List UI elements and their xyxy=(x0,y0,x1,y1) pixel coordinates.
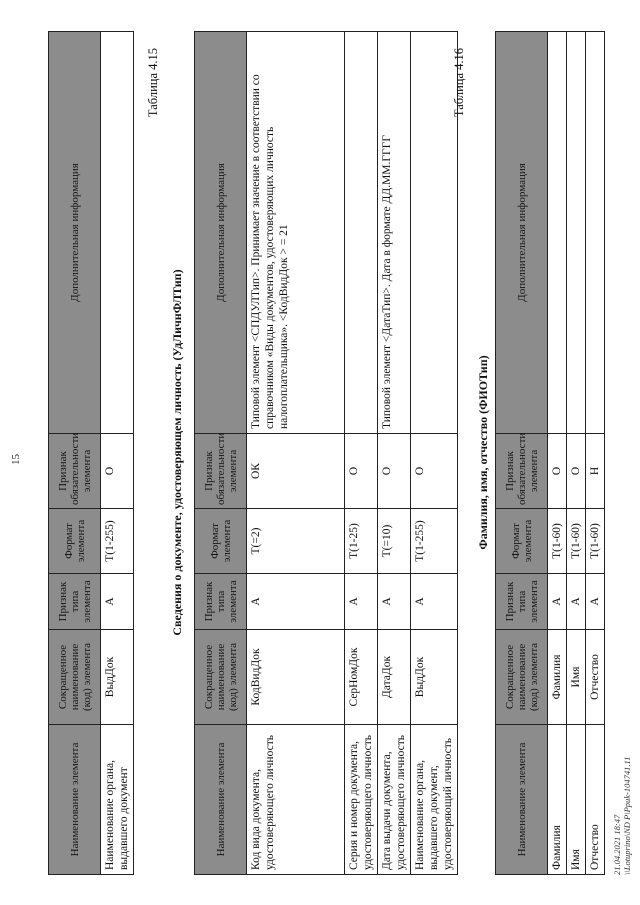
cell-code: КодВидДок xyxy=(247,630,345,725)
cell-required: О xyxy=(548,434,567,509)
cell-info xyxy=(411,32,458,434)
header-code: Сокращенное наименование (код) элемента xyxy=(49,630,101,725)
cell-format: T(1-255) xyxy=(101,509,134,574)
cell-info xyxy=(548,32,567,434)
header-required: Признак обязательности элемента xyxy=(496,434,548,509)
table-header-row xyxy=(195,32,247,875)
header-format: Формат элемента xyxy=(49,509,101,574)
table-title-4-16: Фамилия, имя, отчество (ФИОТип) xyxy=(476,355,490,550)
cell-required: ОК xyxy=(247,434,345,509)
cell-type: А xyxy=(247,574,345,630)
cell-code: ВыдДок xyxy=(411,630,458,725)
table-row xyxy=(548,32,567,875)
cell-info: Типовой элемент <СПДУЛТип>. Принимает значение в соответствии со справочником «Виды документов, удостоверяющих личность налогоплательщика». <КодВидДок > = 21 xyxy=(247,32,345,434)
header-info: Дополнительная информация xyxy=(195,32,247,434)
table-row xyxy=(567,32,586,875)
cell-required: О xyxy=(345,434,378,509)
cell-required: О xyxy=(378,434,411,509)
cell-type: А xyxy=(548,574,567,630)
table-caption-4-16: Таблица 4.16 xyxy=(452,48,466,118)
cell-name: Отчество xyxy=(586,725,605,875)
cell-format: T(1-60) xyxy=(567,509,586,574)
cell-name: Серия и номер документа, удостоверяющего личность xyxy=(345,725,378,875)
header-format: Формат элемента xyxy=(195,509,247,574)
footer-line-2: \\Lotuprino\ND P\Ppuk-104741.11 xyxy=(622,756,632,875)
cell-format: T(1-60) xyxy=(586,509,605,574)
cell-info xyxy=(567,32,586,434)
cell-name: Наименование органа, выдавшего документ xyxy=(101,725,134,875)
header-required: Признак обязательности элемента xyxy=(195,434,247,509)
cell-name: Фамилия xyxy=(548,725,567,875)
cell-type: А xyxy=(345,574,378,630)
table-row xyxy=(586,32,605,875)
table-title-4-15: Сведения о документе, удостоверяющем личность (УдЛичнФЛТип) xyxy=(170,269,184,636)
table-caption-4-15: Таблица 4.15 xyxy=(146,48,160,118)
table-header-row xyxy=(49,32,101,875)
table-4-16 xyxy=(495,31,605,875)
footer-stamp xyxy=(612,757,632,875)
table-top xyxy=(48,31,134,875)
cell-format: T(1-255) xyxy=(411,509,458,574)
cell-code: Отчество xyxy=(586,630,605,725)
header-type: Признак типа элемента xyxy=(195,574,247,630)
header-required: Признак обязательности элемента xyxy=(49,434,101,509)
header-code: Сокращенное наименование (код) элемента xyxy=(195,630,247,725)
header-info: Дополнительная информация xyxy=(49,32,101,434)
cell-format: T(=2) xyxy=(247,509,345,574)
cell-type: А xyxy=(567,574,586,630)
header-name: Наименование элемента xyxy=(49,725,101,875)
cell-format: T(1-25) xyxy=(345,509,378,574)
header-code: Сокращенное наименование (код) элемента xyxy=(496,630,548,725)
header-type: Признак типа элемента xyxy=(49,574,101,630)
cell-format: T(1-60) xyxy=(548,509,567,574)
cell-required: О xyxy=(101,434,134,509)
cell-code: СерНомДок xyxy=(345,630,378,725)
cell-info xyxy=(101,32,134,434)
cell-type: А xyxy=(101,574,134,630)
cell-code: Фамилия xyxy=(548,630,567,725)
table-row xyxy=(378,32,411,875)
header-format: Формат элемента xyxy=(496,509,548,574)
cell-name: Наименование органа, выдавшего документ, удостоверяющий личность xyxy=(411,725,458,875)
cell-code: ВыдДок xyxy=(101,630,134,725)
table-row xyxy=(411,32,458,875)
cell-format: T(=10) xyxy=(378,509,411,574)
table-row xyxy=(247,32,345,875)
table-4-15 xyxy=(194,31,458,875)
header-name: Наименование элемента xyxy=(195,725,247,875)
cell-name: Имя xyxy=(567,725,586,875)
cell-code: ДатаДок xyxy=(378,630,411,725)
cell-type: А xyxy=(411,574,458,630)
page-number: 15 xyxy=(10,454,22,465)
cell-name: Код вида документа, удостоверяющего личность xyxy=(247,725,345,875)
cell-required: О xyxy=(411,434,458,509)
cell-name: Дата выдачи документа, удостоверяющего личность xyxy=(378,725,411,875)
header-info: Дополнительная информация xyxy=(496,32,548,434)
table-row xyxy=(345,32,378,875)
cell-required: Н xyxy=(586,434,605,509)
table-row xyxy=(101,32,134,875)
table-header-row xyxy=(496,32,548,875)
cell-info: Типовой элемент <ДатаТип>. Дата в формате ДД.ММ.ГГГГ xyxy=(378,32,411,434)
cell-type: А xyxy=(378,574,411,630)
cell-code: Имя xyxy=(567,630,586,725)
cell-required: О xyxy=(567,434,586,509)
cell-type: А xyxy=(586,574,605,630)
header-name: Наименование элемента xyxy=(496,725,548,875)
cell-info xyxy=(345,32,378,434)
cell-info xyxy=(586,32,605,434)
header-type: Признак типа элемента xyxy=(496,574,548,630)
footer-line-1: 21.04.2021 18:47 xyxy=(612,814,622,875)
